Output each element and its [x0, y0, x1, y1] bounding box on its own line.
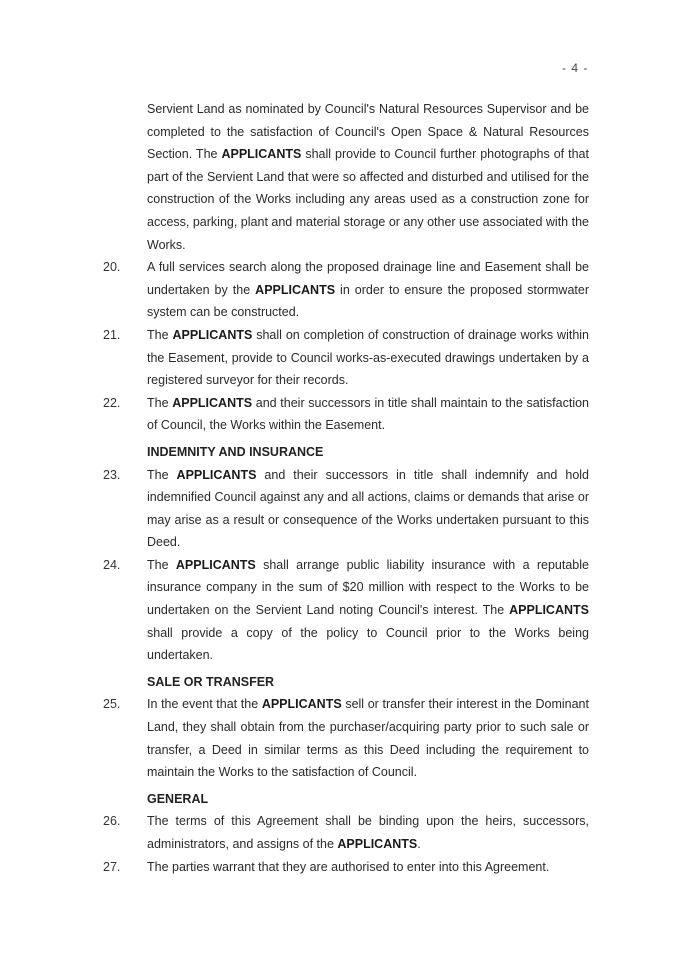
- clause-number: 27.: [103, 859, 121, 874]
- clause-number: 25.: [103, 697, 121, 712]
- clause-number: 22.: [103, 395, 121, 410]
- clause-text: The parties warrant that they are authorised to enter into this Agreement.: [147, 859, 550, 874]
- clause-text: The APPLICANTS and their successors in title shall indemnify and hold indemnified Council against any and all actions, claims or demands that arise or may arise as a result or consequence of the Works undertaken pursuant to this Deed.: [147, 467, 589, 550]
- continuation-paragraph: Servient Land as nominated by Council's Natural Resources Supervisor and be completed to the satisfaction of Council's Open Space & Natural Resources Section. The APPLICANTS shall provide to Council further photographs of that part of the Servient Land that were so affected and disturbed and utilised for the construction of the Works including any areas used as a construction zone for access, parking, plant and material storage or any other use associated with the Works.: [147, 102, 589, 252]
- clause-number: 23.: [103, 467, 121, 482]
- clause-27: [103, 856, 589, 879]
- section-heading-sale: SALE OR TRANSFER: [147, 674, 275, 689]
- clause-24: [103, 554, 589, 667]
- clause-number: 20.: [103, 260, 121, 275]
- clause-text: In the event that the APPLICANTS sell or transfer their interest in the Dominant Land, they shall obtain from the purchaser/acquiring party prior to such sale or transfer, a Deed in similar terms as this Deed including the requirement to maintain the Works to the satisfaction of Council.: [147, 697, 589, 780]
- clause-25: [103, 693, 589, 783]
- clause-text: The APPLICANTS shall on completion of construction of drainage works within the Easement, provide to Council works-as-executed drawings undertaken by a registered surveyor for their records.: [147, 327, 590, 388]
- clause-text: The APPLICANTS shall arrange public liability insurance with a reputable insurance company in the sum of $20 million with respect to the Works to be undertaken on the Servient Land noting Council's interest. The APPLICANTS shall provide a copy of the policy to Council prior to the Works being undertaken.: [147, 557, 589, 663]
- section-heading-general: GENERAL: [147, 791, 209, 806]
- clause-number: 21.: [103, 327, 121, 342]
- section-heading-indemnity: INDEMNITY AND INSURANCE: [147, 444, 324, 459]
- page-number: - 4 -: [562, 61, 589, 75]
- clause-number: 26.: [103, 814, 121, 829]
- clause-text: The APPLICANTS and their successors in title shall maintain to the satisfaction of Council, the Works within the Easement.: [147, 395, 589, 433]
- clause-number: 24.: [103, 557, 121, 572]
- clause-26: [103, 810, 589, 855]
- clause-23: [103, 464, 589, 554]
- clause-text: The terms of this Agreement shall be binding upon the heirs, successors, administrators, and assigns of the APPLICANTS.: [147, 814, 589, 851]
- clause-21: [103, 324, 589, 392]
- clause-22: [103, 392, 589, 437]
- clause-text: A full services search along the proposed drainage line and Easement shall be undertaken by the APPLICANTS in order to ensure the proposed stormwater system can be constructed.: [147, 260, 590, 320]
- document-body: [103, 98, 589, 878]
- clause-20: [103, 256, 589, 324]
